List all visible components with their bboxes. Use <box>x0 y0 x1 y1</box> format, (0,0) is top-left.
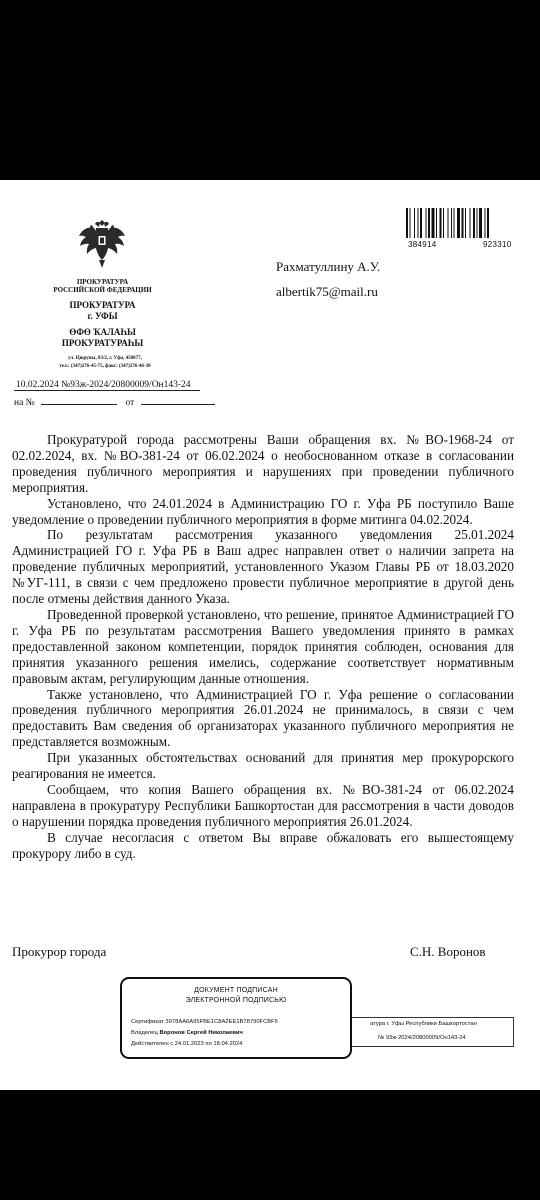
barcode-left-number: 384914 <box>408 240 437 249</box>
paragraph-4: Проведенной проверкой установлено, что решение, принятое Администрацией ГО г. Уфа РБ по результатам рассмотрения Вашего уведомления принято в рамках предоставленной законом компетенции, порядок принятия соблюден, основания для принятия указанного решения имелись, содержание соответствует нормативным правовым актам, регулирующим данные отношения. <box>12 606 514 686</box>
stamp-side-panel <box>350 1017 514 1047</box>
reference-number-blank <box>41 404 117 405</box>
recipient-email: albertik75@mail.ru <box>276 284 378 299</box>
digital-signature-stamp <box>120 977 352 1059</box>
stamp-side-number: № 93ж-2024/20800009/Он143-24 <box>378 1035 466 1041</box>
coat-of-arms-icon <box>77 216 127 272</box>
paragraph-2: Установлено, что 24.01.2024 в Администрацию ГО г. Уфа РБ поступило Ваше уведомление о проведении публичного мероприятия в форме митинга 04.02.2024. <box>12 495 514 527</box>
outgoing-registration-number: 10.02.2024 №93ж-2024/20800009/Он143-24 <box>14 380 200 391</box>
org-line-russian-federation: РОССИЙСКОЙ ФЕДЕРАЦИИ <box>53 286 152 294</box>
stamp-owner-label: Владелец <box>131 1030 158 1036</box>
reference-date-blank <box>141 404 215 405</box>
barcode <box>405 208 521 238</box>
org-line-prokuratura: ПРОКУРАТУРА <box>76 278 129 286</box>
stamp-title-line2: ЭЛЕКТРОННОЙ ПОДПИСЬЮ <box>185 997 287 1004</box>
recipient-name: Рахматуллину А.У. <box>276 259 381 274</box>
stamp-certificate: Сертификат 3978АА6А95FBE1C8A2EE1B78790FCBF5 <box>131 1019 278 1025</box>
paragraph-1: Прокуратурой города рассмотрены Ваши обращения вх. №ВО-1968-24 от 02.02.2024, вх. №ВО-381-24 от 06.02.2024 о необоснованном отказе в согласовании проведения публичного мероприятия и нарушениях при проведении публичного мероприятия. <box>12 432 514 495</box>
stamp-side-organization: атура г. Уфы Республики Башкортостан <box>370 1021 477 1027</box>
signer-name: С.Н. Воронов <box>410 944 486 959</box>
org-line-prokuratura-ufa: ПРОКУРАТУРА <box>69 300 136 310</box>
stamp-owner-name: Воронов Сергей Николаевич <box>159 1030 243 1036</box>
stamp-owner <box>131 1030 243 1036</box>
stamp-validity: Действителен с 24.01.2023 по 18.04.2024 <box>131 1041 243 1047</box>
reference-date-label: от <box>125 398 135 408</box>
paragraph-8: В случае несогласия с ответом Вы вправе обжаловать его вышестоящему прокурору либо в суд. <box>12 829 514 861</box>
paragraph-6: При указанных обстоятельствах оснований для принятия мер прокурорского реагирования не имеется. <box>12 750 514 782</box>
letter-body <box>12 432 514 861</box>
signer-position: Прокурор города <box>12 944 107 959</box>
org-line-city: г. УФЫ <box>87 311 118 321</box>
reference-line <box>14 398 215 408</box>
reference-number-label: на № <box>14 398 35 408</box>
paragraph-3: По результатам рассмотрения указанного уведомления 25.01.2024 Администрацией ГО г. Уфа РБ в Ваш адрес направлен ответ о наличии запрета на проведение публичных мероприятий, установленного Указом Главы РБ от 18.03.2020 №УГ-111, в связи с чем предложено провести публичное мероприятие в другой день после отмены действия данного Указа. <box>12 527 514 607</box>
barcode-right-number: 923310 <box>483 240 512 249</box>
stamp-title-line1: ДОКУМЕНТ ПОДПИСАН <box>194 987 278 994</box>
org-line-bashkir-city: ӨФӨ ҠАЛАҺЫ <box>69 327 136 337</box>
paragraph-5: Также установлено, что Администрацией ГО г. Уфа решение о согласовании проведения публичного мероприятия 26.01.2024 не принималось, в связи с чем предоставить Вам сведения об организаторах указанного публичного мероприятия не представляется возможным. <box>12 686 514 750</box>
paragraph-7: Сообщаем, что копия Вашего обращения вх. №ВО-381-24 от 06.02.2024 направлена в прокуратуру Республики Башкортостан для рассмотрения в части доводов о нарушении порядка проведения публичного мероприятия 26.01.2024. <box>12 781 514 829</box>
org-phone-fax: тел.: (347)276-45-75, факс: (347)276-46-30 <box>59 364 151 369</box>
org-line-bashkir-prokuratura: ПРОКУРАТУРАҺЫ <box>61 338 144 348</box>
org-address: ул. Цюрупы, 83/2, г. Уфа, 450077, <box>68 356 142 361</box>
